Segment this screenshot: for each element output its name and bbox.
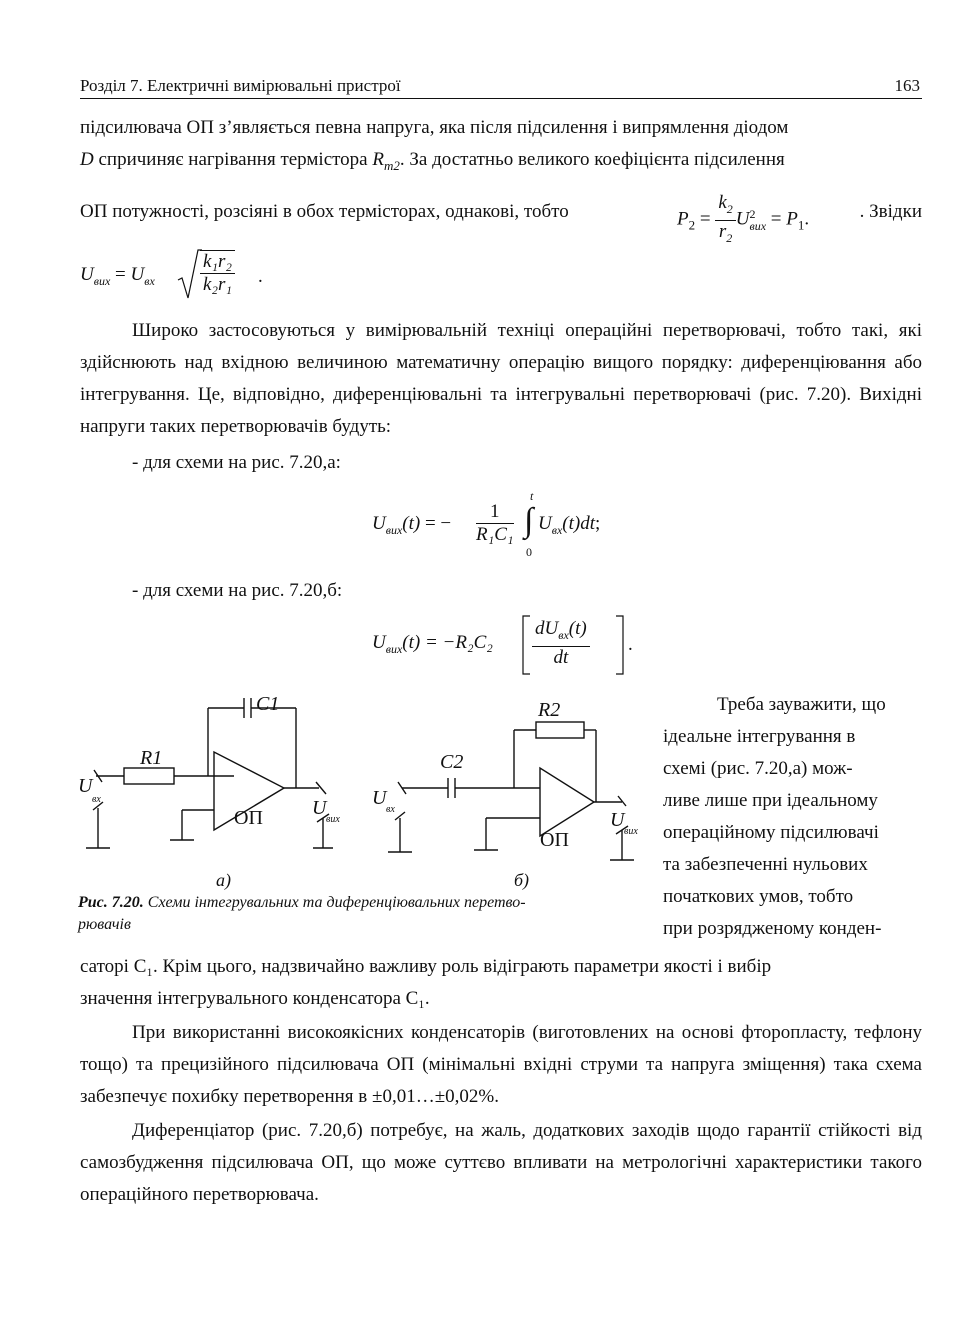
paragraph-converters: Широко застосовуються у вимірювальній техніці операційні перетворювачі, тобто такі, які здійснюють над вхідною величиною математичну операцію вищого порядку: диференціювання або інтегрування. Це, відповідно, диференціювальні та інтегрувальні перетворювачі (рис. 7.20). Вихідні напруги таких перетворювачів будуть:	[80, 320, 922, 437]
formula-uout-lhs: U	[80, 264, 94, 285]
formula-uout-den: k₂r₁	[203, 274, 233, 295]
circuit-a	[86, 698, 333, 848]
caption-line2: рювачів	[78, 916, 131, 933]
circuit-b	[388, 722, 634, 860]
formula-power-end: .	[804, 208, 810, 230]
formula-power-u: U	[735, 208, 750, 230]
formula-b-den: dt	[553, 646, 569, 668]
para1-line1: підсилювача ОП з’являється певна напруга, яка після підсилення і випрямлення діодом	[80, 117, 789, 138]
running-header	[80, 76, 922, 99]
formula-b-lhs-sub: вих	[385, 641, 403, 656]
formula-power-rhs-sub: 1	[797, 217, 805, 233]
label-uout-a: U	[312, 797, 327, 819]
formula-power-eq: =	[699, 208, 711, 230]
formula-b-end: .	[628, 634, 633, 655]
formula-uout-u: U	[130, 264, 145, 285]
para1-line3	[80, 192, 922, 245]
list-item-a-text: - для схеми на рис. 7.20,а:	[132, 452, 341, 473]
side-text	[663, 689, 922, 945]
paragraph-differentiator: Диференціатор (рис. 7.20,б) потребує, на жаль, додаткових заходів щодо гарантії стійкості від самозбудження підсилювача ОП, що може суттєво впливати на метрологічні характеристики такого операційного перетворювача.	[80, 1120, 922, 1205]
diode-symbol: D	[80, 149, 94, 170]
formula-power-den	[715, 221, 735, 249]
figure-caption	[78, 892, 648, 936]
formula-power-frac	[715, 192, 735, 249]
label-uin-a: U	[78, 775, 93, 797]
formula-a-lower: 0	[526, 545, 532, 559]
label-uout-b-sub: вих	[624, 826, 638, 837]
formula-b-num-arg: (t)	[568, 618, 587, 639]
para1-line3-end: . Звідки	[859, 201, 922, 222]
label-uout-a-sub: вих	[326, 814, 340, 825]
label-r2: R2	[538, 699, 561, 721]
formula-b-num-du: dU	[535, 618, 559, 639]
resistor-r1	[124, 768, 174, 784]
formula-a-integrand: U	[538, 513, 552, 534]
formula-a-den: R₁C₁	[476, 524, 514, 545]
formula-power-lhs: P	[677, 208, 689, 230]
formula-a-eq: = −	[424, 513, 452, 534]
formula-power-den-sub: 2	[726, 230, 733, 245]
formula-uout-u-sub: вх	[144, 273, 155, 288]
figure-circuits	[74, 690, 664, 895]
formula-a-integrand-sub: вх	[551, 522, 563, 537]
para3-line2: значення інтегрувального конденсатора C₁.	[80, 988, 430, 1009]
sublabel-b: б)	[514, 870, 530, 890]
side-line-4: ливе лише при ідеальному	[663, 790, 878, 811]
side-line-7: початкових умов, тобто	[663, 886, 854, 907]
label-uin-b: U	[372, 787, 387, 809]
label-c2: C2	[440, 751, 464, 773]
section-title: Розділ 7. Електричні вимірювальні пристрої	[80, 76, 401, 95]
formula-a-arg: (t)	[402, 513, 421, 534]
formula-power-num	[715, 192, 735, 221]
para3-line1: саторі C₁. Крім цього, надзвичайно важливу роль відіграють параметри якості і вибір	[80, 956, 772, 977]
formula-uout-eq: =	[115, 264, 126, 285]
formula-power	[677, 192, 809, 249]
label-op-b: ОП	[540, 829, 569, 851]
thermistor-symbol: R	[372, 149, 384, 170]
label-c1: C1	[256, 693, 280, 715]
paragraph-capacitor	[80, 951, 922, 1015]
formula-a-frac	[476, 501, 514, 546]
formula-b-eq: = −R₂C₂	[424, 632, 493, 653]
para1-line2-text: спричиняє нагрівання термістора	[93, 149, 373, 170]
formula-power-lhs-sub: 2	[688, 217, 696, 233]
label-uin-a-sub: вх	[92, 794, 101, 805]
formula-uout-lhs-sub: вих	[93, 273, 111, 288]
formula-power-u-scripts	[750, 208, 767, 232]
formula-a-integrand-arg: (t)dt	[562, 513, 595, 534]
side-line-3: схемі (рис. 7.20,а) мож-	[663, 758, 853, 779]
side-line-5: операційному підсилювачі	[663, 822, 879, 843]
list-item-a	[132, 447, 732, 479]
label-op-a: ОП	[234, 807, 263, 829]
list-item-b-text: - для схеми на рис. 7.20,б:	[132, 580, 343, 601]
para1-line2	[80, 144, 922, 182]
paragraph-intro	[80, 112, 922, 182]
formula-uout-frac	[200, 250, 235, 296]
formula-b-num	[532, 618, 590, 647]
formula-a-lhs: U	[372, 513, 386, 534]
formula-b-arg: (t)	[402, 632, 421, 653]
para1-line2-end: . За достатньо великого коефіцієнта підсилення	[399, 149, 785, 170]
side-line-2: ідеальне інтегрування в	[663, 726, 856, 747]
formula-a-num: 1	[476, 501, 514, 524]
paragraph-precision: При використанні високоякісних конденсаторів (виготовлених на основі фторопласту, тефлону тощо) та прецизійного підсилювача ОП (мінімальні вхідні струми та напруга зміщення) така схема забезпечує похибку перетворення в ±0,01…±0,02%.	[80, 1022, 922, 1107]
sqrt-sign	[176, 248, 202, 302]
integral-sign: ∫	[524, 502, 534, 539]
formula-a-lhs-sub: вих	[385, 522, 403, 537]
formula-integrator	[372, 489, 672, 565]
formula-power-num-sub: 2	[726, 201, 733, 216]
sublabel-a: а)	[216, 870, 231, 890]
op-amp-b	[540, 768, 594, 836]
formula-uout	[80, 248, 300, 304]
side-line-6: та забезпеченні нульових	[663, 854, 868, 875]
page-number: 163	[894, 76, 920, 95]
formula-differentiator	[372, 612, 672, 678]
formula-power-u-sup: 2	[749, 207, 756, 222]
label-uin-b-sub: вх	[386, 804, 395, 815]
formula-uout-end: .	[258, 266, 263, 287]
side-line-1: Треба зауважити, що	[717, 694, 886, 715]
para1-line3-text: ОП потужності, розсіяні в обох термісторах, однакові, тобто	[80, 201, 569, 222]
formula-b-num-sub: вх	[558, 627, 569, 642]
formula-power-rhs: P	[786, 208, 798, 230]
formula-a-end: ;	[595, 513, 601, 534]
formula-power-u-sub: вих	[749, 219, 767, 234]
formula-b-frac	[532, 618, 590, 669]
formula-a-upper: t	[530, 489, 534, 503]
formula-power-den-r: r	[718, 220, 727, 242]
formula-b-lhs: U	[372, 632, 386, 653]
formula-power-eq2: =	[770, 208, 782, 230]
side-line-8: при розрядженому конден-	[663, 918, 882, 939]
thermistor-subscript: m2	[383, 157, 400, 173]
label-r1: R1	[140, 747, 163, 769]
formula-power-num-k: k	[718, 192, 727, 213]
formula-uout-num: k₁r₂	[200, 251, 235, 274]
caption-line1: Схеми інтегрувальних та диференціювальних перетво-	[143, 894, 526, 911]
resistor-r2	[536, 722, 584, 738]
label-uout-b: U	[610, 809, 625, 831]
caption-label: Рис. 7.20.	[78, 894, 144, 911]
list-item-b	[132, 575, 732, 607]
